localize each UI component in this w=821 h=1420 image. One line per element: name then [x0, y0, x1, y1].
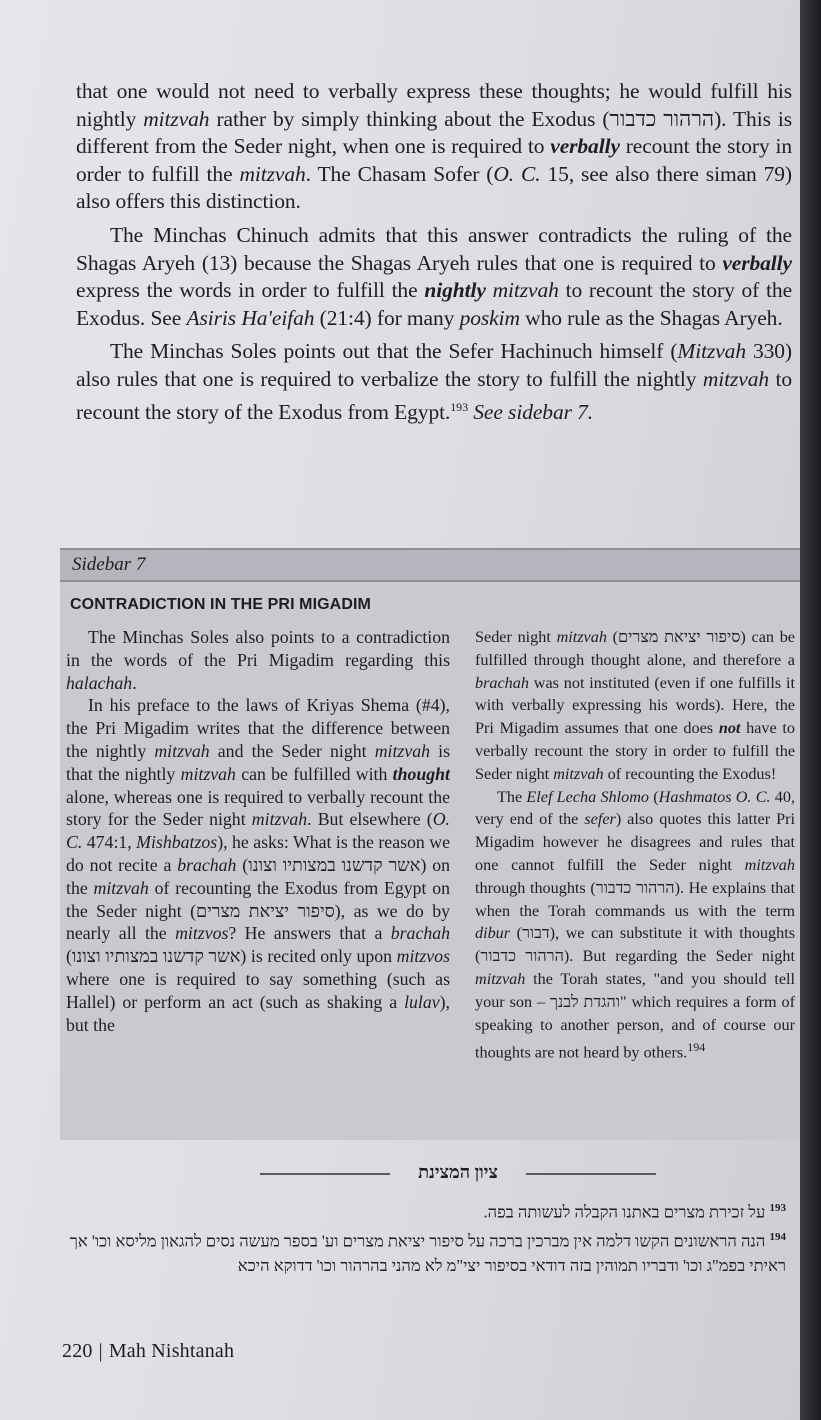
main-paragraph-2: The Minchas Chinuch admits that this answer contradicts the ruling of the Shagas Aryeh (13) because the Shagas Aryeh rules that one is required to verbally express the words in order to fulfill the nightly mitzvah to recount the story of the Exodus. See Asiris Ha'eifah (21:4) for many poskim who rule as the Shagas Aryeh.: [76, 222, 793, 330]
sidebar-right-column: [475, 626, 795, 1065]
footnote-194: $^{194}$ הנה הראשונים הקשו דלמה אין מברכין ברכה על סיפור יציאת מצרים וע' בספר מעשה נסים להגאון מליסא וכו' אך ראיתי בפמ"ג וכו' ודבריו תמוהין בזה דודאי בסיפור יצי"מ לא מהני בהרהור וכו' דדוקא היכא: [69, 1230, 786, 1275]
footnotes: [56, 1196, 786, 1278]
hebrew-phrase: הרהור כדבור: [480, 947, 564, 966]
main-text: [76, 78, 792, 432]
sidebar-box: [60, 548, 800, 1140]
divider-line: [526, 1173, 656, 1175]
hebrew-phrase: סיפור יציאת מצרים: [618, 628, 741, 646]
hebrew-phrase: והגדת לבנך: [550, 992, 620, 1011]
sidebar-heading: CONTRADICTION IN THE PRI MIGADIM: [70, 596, 371, 613]
footnote-section-label: ציון המצינת: [418, 1162, 498, 1182]
divider-line: [260, 1173, 390, 1175]
book-spine-shadow: [800, 0, 821, 1420]
hebrew-phrase: סיפור יציאת מצרים: [196, 900, 335, 921]
sidebar-header: [60, 548, 800, 582]
hebrew-phrase: הרהור כדבור: [609, 106, 715, 131]
sidebar-paragraph: The Minchas Soles also points to a contradiction in the words of the Pri Migadim regarding this halachah.: [66, 627, 450, 693]
hebrew-phrase: הרהור כדבור: [595, 878, 675, 897]
sidebar-title: Sidebar 7: [72, 554, 146, 575]
hebrew-phrase: דבור: [521, 924, 550, 943]
hebrew-phrase: אשר קדשנו במצותיו וצונו: [248, 854, 421, 875]
footnote-ref-193: 193: [450, 399, 468, 414]
footer-separator: |: [98, 1340, 103, 1362]
footnote-number: 194: [769, 1230, 786, 1243]
page-footer: [62, 1340, 234, 1363]
sidebar-paragraph: In his preface to the laws of Kriyas Shema (#4), the Pri Migadim writes that the difference between the nightly mitzvah and the Seder night mitzvah is that the nightly mitzvah can be fulfilled with thought alone, whereas one is required to verbally recount the story for the Seder night mitzvah. But elsewhere (O. C. 474:1, Mishbatzos), he asks: What is the reason we do not recite a brachah (אשר קדשנו במצותיו וצונו) on the mitzvah of recounting the Exodus from Egypt on the Seder night (סיפור יציאת מצרים), as we do by nearly all the mitzvos? He answers that a brachah (אשר קדשנו במצותיו וצונו) is recited only upon mitzvos where one is required to say something (such as Hallel) or perform an act (such as shaking a lulav), but the: [66, 695, 451, 1035]
footnote-ref-194: 194: [687, 1040, 706, 1055]
footnote-193: $^{193}$ על זכירת מצרים באתנו הקבלה לעשותה בפה.: [483, 1202, 786, 1222]
sidebar-reference: See sidebar 7.: [473, 399, 594, 424]
sidebar-paragraph: Seder night mitzvah (סיפור יציאת מצרים) can be fulfilled through thought alone, and therefore a brachah was not instituted (even if one fulfills it with verbally expressing his words). Here, the Pri Migadim assumes that one does not have to verbally recount the story in order to fulfill the Seder night mitzvah of recounting the Exodus!: [475, 628, 795, 783]
page-number: 220: [62, 1340, 93, 1362]
main-paragraph-1: that one would not need to verbally express these thoughts; he would fulfill his nightly mitzvah rather by simply thinking about the Exodus (הרהור כדבור). This is different from the Seder night, when one is required to verbally recount the story in order to fulfill the mitzvah. The Chasam Sofer (O. C. 15, see also there siman 79) also offers this distinction.: [76, 79, 793, 214]
sidebar-paragraph: The Elef Lecha Shlomo (Hashmatos O. C. 40, very end of the sefer) also quotes this latter Pri Migadim however he disagrees and rules that one cannot fulfill the Seder night mitzvah through thoughts (הרהור כדבור). He explains that when the Torah commands us with the term dibur (דבור), we can substitute it with thoughts (הרהור כדבור). But regarding the Seder night mitzvah the Torah states, "and you should tell your son – והגדת לבנך" which requires a form of speaking to another person, and of course our thoughts are not heard by others.$^{194}$: [475, 787, 796, 1062]
footnote-number: 193: [769, 1202, 786, 1214]
sidebar-left-column: [66, 626, 450, 1036]
book-title: Mah Nishtanah: [108, 1340, 235, 1362]
hebrew-phrase: אשר קדשנו במצותיו וצונו: [71, 946, 241, 967]
main-paragraph-3: The Minchas Soles points out that the Sefer Hachinuch himself (Mitzvah 330) also rules that one is required to verbalize the story to fulfill the nightly mitzvah to recount the story of the Exodus from Egypt.$^{193}$ See sidebar 7.: [76, 339, 792, 424]
footnote-divider: [260, 1162, 800, 1186]
